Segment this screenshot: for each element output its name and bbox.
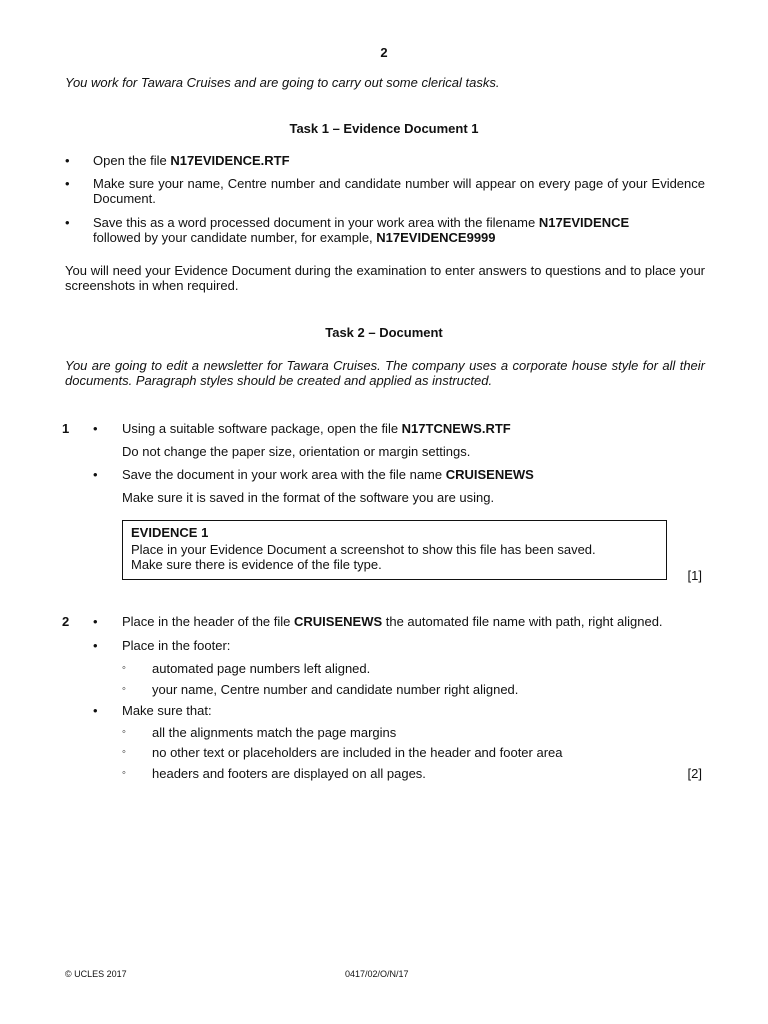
- q2-bullet-2: Place in the footer:: [122, 638, 231, 653]
- task1-note: You will need your Evidence Document during the examination to enter answers to questions and to place your screenshots in when required.: [65, 263, 705, 293]
- bullet-icon: •: [93, 614, 98, 629]
- q2-check-item-2: no other text or placeholders are included in the header and footer area: [152, 745, 563, 760]
- q2-bullet-1: Place in the header of the file CRUISENEWS the automated file name with path, right aligned.: [122, 614, 663, 629]
- bullet-icon: •: [93, 703, 98, 718]
- bullet-icon: •: [93, 467, 98, 482]
- footer-code: 0417/02/O/N/17: [345, 969, 409, 979]
- q1-bullet-2: Save the document in your work area with the file name CRUISENEWS: [122, 467, 534, 482]
- sub-bullet-icon: ◦: [122, 726, 126, 738]
- evidence-title: EVIDENCE 1: [131, 525, 209, 540]
- question-number-1: 1: [62, 421, 70, 436]
- q2-mark: [2]: [687, 766, 702, 781]
- sub-bullet-icon: ◦: [122, 683, 126, 695]
- sub-bullet-icon: ◦: [122, 746, 126, 758]
- bullet-icon: •: [65, 153, 70, 168]
- bullet-icon: •: [65, 215, 70, 230]
- q1-bullet-2-sub: Make sure it is saved in the format of the software you are using.: [122, 490, 495, 505]
- sub-bullet-icon: ◦: [122, 662, 126, 674]
- q1-bullet-1: Using a suitable software package, open the file N17TCNEWS.RTF: [122, 421, 511, 436]
- sub-bullet-icon: ◦: [122, 767, 126, 779]
- evidence-line-2: Make sure there is evidence of the file type.: [131, 557, 382, 572]
- task1-heading: Task 1 – Evidence Document 1: [289, 121, 479, 136]
- evidence-box: [122, 520, 667, 580]
- q2-bullet-3: Make sure that:: [122, 703, 212, 718]
- q1-mark: [1]: [687, 568, 702, 583]
- q1-bullet-1-sub: Do not change the paper size, orientation or margin settings.: [122, 444, 471, 459]
- bullet-icon: •: [93, 638, 98, 653]
- page-number: 2: [380, 45, 388, 60]
- task2-intro: You are going to edit a newsletter for Tawara Cruises. The company uses a corporate house style for all their documents. Paragraph styles should be created and applied as instructed.: [65, 358, 705, 388]
- intro-text: You work for Tawara Cruises and are going to carry out some clerical tasks.: [65, 75, 500, 90]
- q2-footer-item-1: automated page numbers left aligned.: [152, 661, 371, 676]
- task1-bullet-1: Open the file N17EVIDENCE.RTF: [93, 153, 290, 168]
- task1-bullet-2: Make sure your name, Centre number and candidate number will appear on every page of your Evidence Document.: [93, 176, 705, 206]
- q2-footer-item-2: your name, Centre number and candidate number right aligned.: [152, 682, 519, 697]
- bullet-icon: •: [65, 176, 70, 191]
- footer-copyright: © UCLES 2017: [65, 969, 127, 979]
- task1-bullet-3: Save this as a word processed document in your work area with the filename N17EVIDENCE followed by your candidate number, for example, N17EVIDENCE9999: [93, 215, 630, 245]
- question-number-2: 2: [62, 614, 70, 629]
- bullet-icon: •: [93, 421, 98, 436]
- q2-check-item-3: headers and footers are displayed on all pages.: [152, 766, 426, 781]
- task2-heading: Task 2 – Document: [325, 325, 443, 340]
- q2-check-item-1: all the alignments match the page margins: [152, 725, 397, 740]
- evidence-line-1: Place in your Evidence Document a screenshot to show this file has been saved.: [131, 542, 596, 557]
